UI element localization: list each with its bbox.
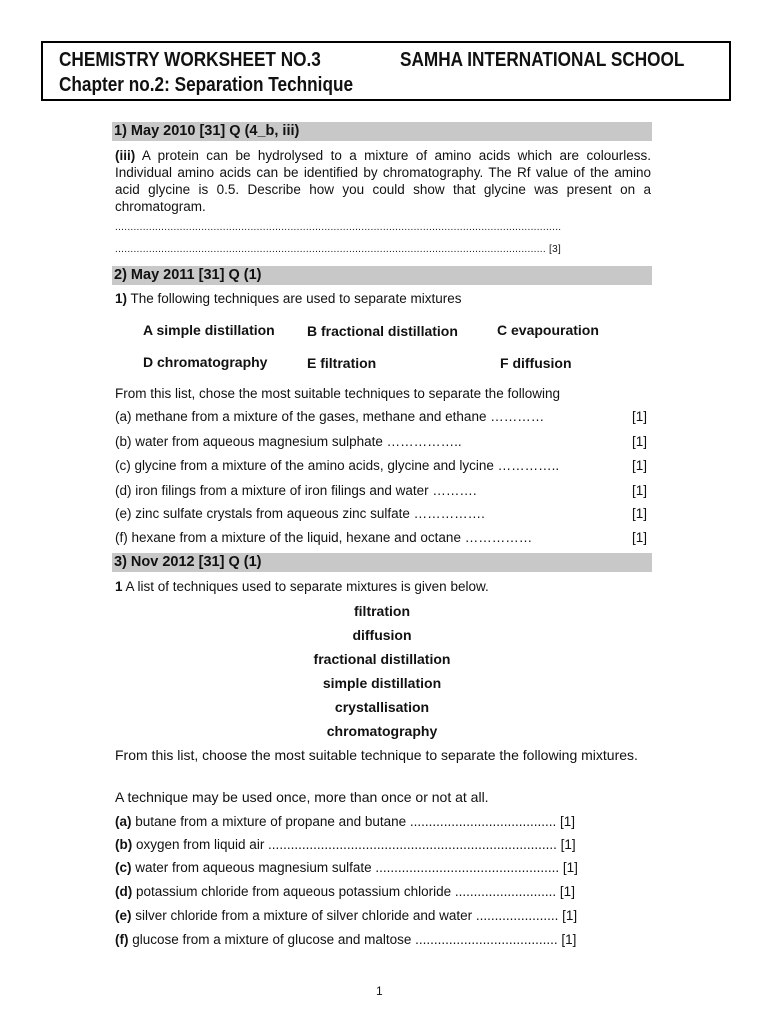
option-c: C evapouration xyxy=(497,322,599,338)
section-3-instruction: From this list, choose the most suitable technique to separate the following mixtures. xyxy=(115,747,638,763)
technique-item: crystallisation xyxy=(334,699,430,715)
technique-item: filtration xyxy=(354,603,410,619)
question-item xyxy=(115,932,576,947)
question-item: (e) zinc sulfate crystals from aqueous zinc sulfate ……………. xyxy=(115,506,485,521)
option-f: F diffusion xyxy=(500,355,572,371)
question-text: A protein can be hydrolysed to a mixture of amino acids which are colourless. Individual amino acids can be identified by chromatography. The Rf value of the amino acid glycine is 0.5. Describe how you could show that glycine was present on a chromatogram. xyxy=(115,148,651,214)
question-label: (c) xyxy=(115,860,132,875)
question-text: silver chloride from a mixture of silver chloride and water ...................... [1] xyxy=(131,908,578,923)
question-item xyxy=(115,860,578,875)
question-label: (a) xyxy=(115,814,132,829)
question-mark: [1] xyxy=(632,506,648,521)
section-1-heading: 1) May 2010 [31] Q (4_b, iii) xyxy=(112,122,652,141)
page-number: 1 xyxy=(376,984,383,998)
question-mark: [1] xyxy=(632,409,648,424)
answer-line: ................................................................................................................................................. xyxy=(115,222,562,233)
question-text: oxygen from liquid air ............................................................................. [1] xyxy=(132,837,576,852)
question-item: (c) glycine from a mixture of the amino acids, glycine and lycine ………….. xyxy=(115,458,560,473)
question-mark: [1] xyxy=(632,434,648,449)
question-text: butane from a mixture of propane and butane ....................................... [1] xyxy=(131,814,575,829)
question-item: (f) hexane from a mixture of the liquid, hexane and octane …………… xyxy=(115,530,533,545)
intro-text: A list of techniques used to separate mixtures is given below. xyxy=(122,579,489,594)
question-item xyxy=(115,837,576,852)
technique-item: diffusion xyxy=(352,627,412,643)
question-text: water from aqueous magnesium sulfate ................................................. [1] xyxy=(131,860,578,875)
question-mark: [1] xyxy=(632,530,648,545)
section-2-instruction: From this list, chose the most suitable techniques to separate the following xyxy=(115,386,560,401)
question-item xyxy=(115,908,577,923)
option-e: E filtration xyxy=(307,355,377,371)
section-3-note: A technique may be used once, more than once or not at all. xyxy=(115,789,489,805)
technique-item: fractional distillation xyxy=(313,651,451,667)
question-item: (d) iron filings from a mixture of iron filings and water ………. xyxy=(115,483,477,498)
section-2-heading: 2) May 2011 [31] Q (1) xyxy=(112,266,652,285)
option-a: A simple distillation xyxy=(143,322,275,338)
technique-item: simple distillation xyxy=(322,675,442,691)
question-text: glucose from a mixture of glucose and maltose ...................................... [1] xyxy=(128,932,577,947)
section-3-intro xyxy=(115,579,489,594)
question-item: (a) methane from a mixture of the gases, methane and ethane ………… xyxy=(115,409,545,424)
intro-text: The following techniques are used to separate mixtures xyxy=(127,291,462,306)
question-label: (e) xyxy=(115,908,132,923)
worksheet-header xyxy=(41,41,731,101)
question-number: 1 xyxy=(115,579,123,594)
question-item xyxy=(115,814,575,829)
question-label: (iii) xyxy=(115,148,136,163)
chapter-title: Chapter no.2: Separation Technique xyxy=(59,74,354,96)
section-1-question xyxy=(115,147,651,215)
question-mark: [1] xyxy=(632,483,648,498)
question-number: 1) xyxy=(115,291,128,306)
technique-item: chromatography xyxy=(326,723,438,739)
question-item: (b) water from aqueous magnesium sulphate …………….. xyxy=(115,434,462,449)
section-2-intro xyxy=(115,291,461,306)
question-label: (d) xyxy=(115,884,133,899)
question-mark: [1] xyxy=(632,458,648,473)
option-d: D chromatography xyxy=(143,354,268,370)
worksheet-title: CHEMISTRY WORKSHEET NO.3 xyxy=(59,49,321,71)
option-b: B fractional distillation xyxy=(307,323,458,339)
question-label: (b) xyxy=(115,837,133,852)
question-item xyxy=(115,884,575,899)
school-name: SAMHA INTERNATIONAL SCHOOL xyxy=(400,49,685,71)
question-label: (f) xyxy=(115,932,129,947)
answer-line: ............................................................................................................................................ [3] xyxy=(115,244,562,255)
question-text: potassium chloride from aqueous potassium chloride ........................... [1] xyxy=(132,884,575,899)
section-3-heading: 3) Nov 2012 [31] Q (1) xyxy=(112,553,652,572)
